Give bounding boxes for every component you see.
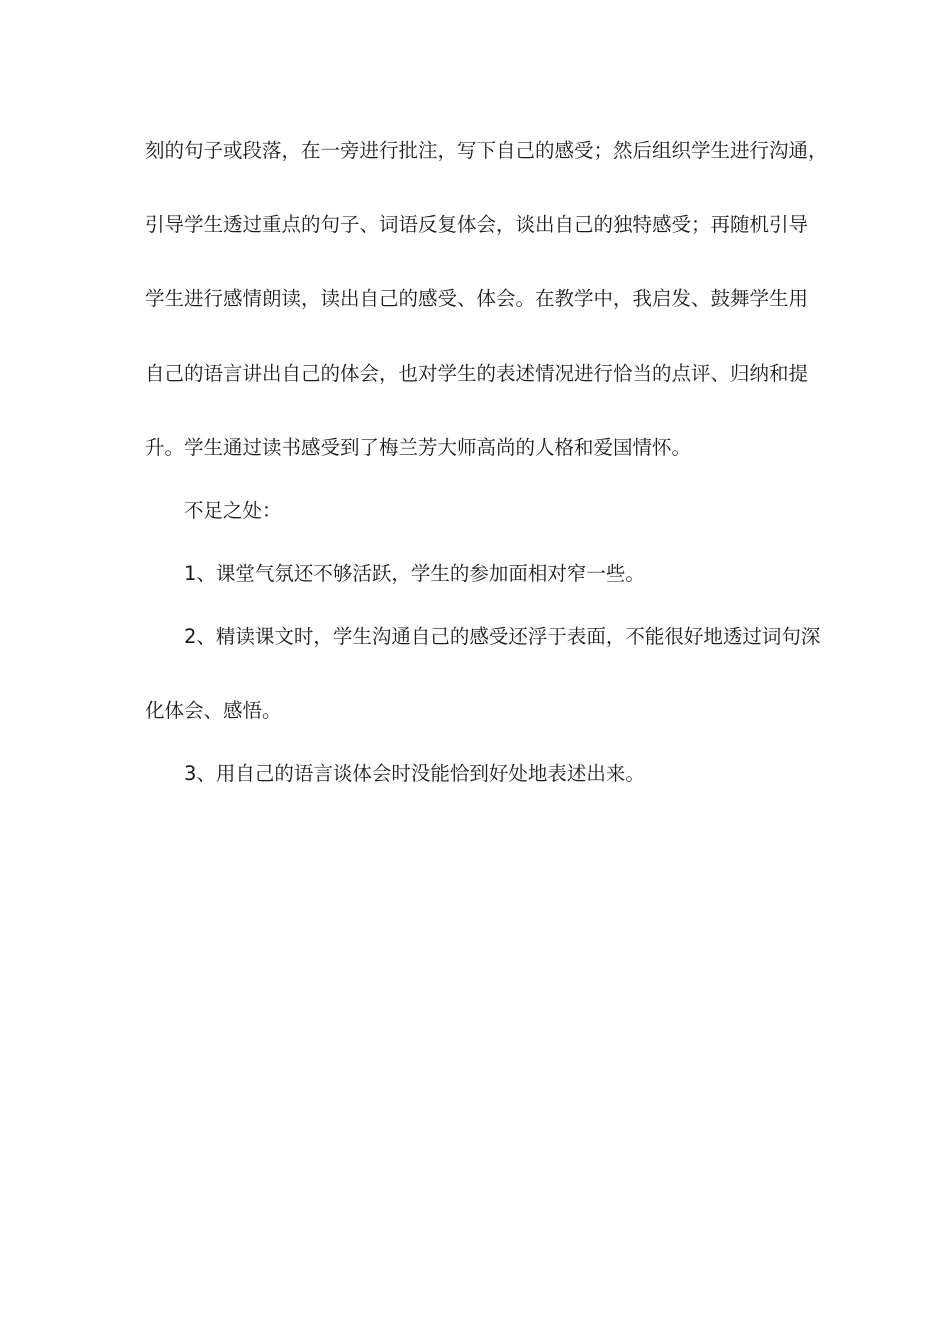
list-item-1: 1、课堂气氛还不够活跃，学生的参加面相对窄一些。 [184,562,645,585]
paragraph-line: 刻的句子或段落，在一旁进行批注，写下自己的感受；然后组织学生进行沟通， [145,139,828,162]
shortcomings-heading: 不足之处： [184,499,282,522]
paragraph-line: 学生进行感情朗读，读出自己的感受、体会。在教学中，我启发、鼓舞学生用 [145,287,809,310]
list-item-2-line-1: 2、精读课文时，学生沟通自己的感受还浮于表面，不能很好地透过词句深 [184,625,821,648]
paragraph-line: 引导学生透过重点的句子、词语反复体会，谈出自己的独特感受；再随机引导 [145,213,809,236]
list-item-3: 3、用自己的语言谈体会时没能恰到好处地表述出来。 [184,762,645,785]
paragraph-line: 自己的语言讲出自己的体会，也对学生的表述情况进行恰当的点评、归纳和提 [145,362,809,385]
paragraph-line: 升。学生通过读书感受到了梅兰芳大师高尚的人格和爱国情怀。 [145,436,692,459]
list-item-2-line-2: 化体会、感悟。 [145,699,282,722]
